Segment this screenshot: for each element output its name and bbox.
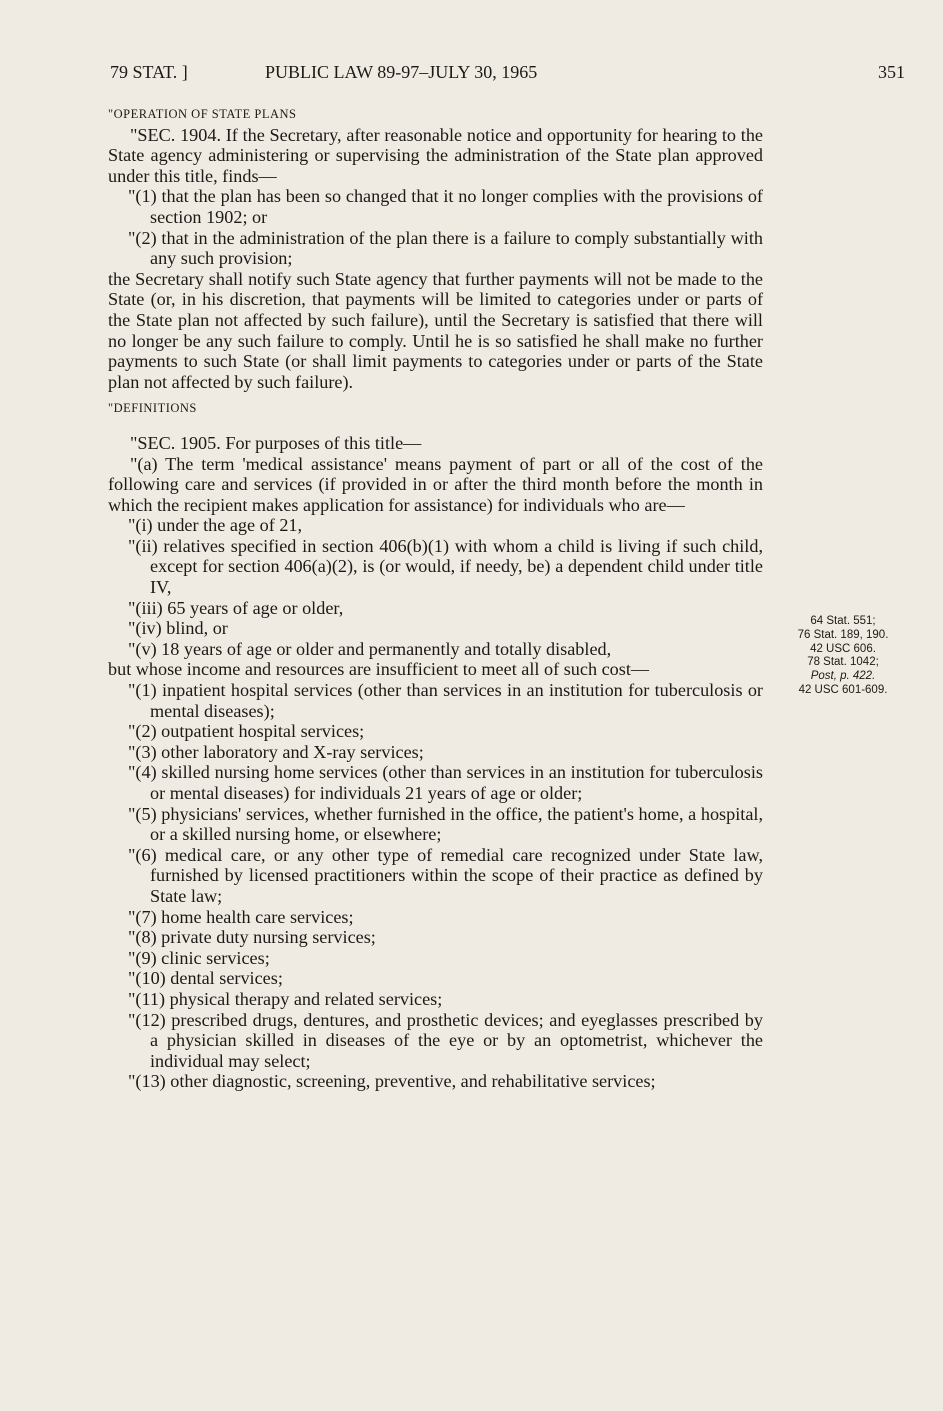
service-3: "(3) other laboratory and X-ray services; [128, 741, 424, 762]
clause-iv: "(iv) blind, or [128, 618, 228, 639]
clause-ii: "(ii) relatives specified in section 406(b)(1) with whom a child is living if such child, except for section 406(a)(2), is (or would, if needy, be) a dependent child under title IV, [128, 535, 763, 598]
header-statute-volume: 79 STAT. ] [110, 62, 188, 82]
service-8: "(8) private duty nursing services; [128, 927, 376, 948]
section-1905-a: "(a) The term 'medical assistance' means payment of part or all of the cost of the following care and services (if provided in or after the third month before the month in which the recipient makes application for assistance) for individuals who are— [108, 453, 763, 515]
service-7: "(7) home health care services; [128, 906, 354, 927]
header-title: PUBLIC LAW 89-97–JULY 30, 1965 [265, 62, 538, 82]
section-heading-operation: "OPERATION OF STATE PLANS [108, 107, 297, 121]
service-4: "(4) skilled nursing home services (other than services in an institution for tuberculosis or mental diseases) for individuals 21 years of age or older; [128, 762, 763, 803]
citation-line: 42 USC 601-609. [798, 683, 888, 696]
marginal-citation-note [768, 615, 918, 698]
clause-v: "(v) 18 years of age or older and permanently and totally disabled, [128, 638, 612, 659]
clause-iii: "(iii) 65 years of age or older, [128, 597, 344, 618]
clause-i: "(i) under the age of 21, [128, 515, 303, 536]
service-9: "(9) clinic services; [128, 947, 270, 968]
section-1904-intro: "SEC. 1904. If the Secretary, after reasonable notice and opportunity for hearing to the State agency administering or supervising the administration of the State plan approved under this title, finds— [108, 124, 763, 186]
service-11: "(11) physical therapy and related services; [128, 988, 443, 1009]
citation-line: 64 Stat. 551; [810, 615, 876, 627]
service-12: "(12) prescribed drugs, dentures, and prosthetic devices; and eyeglasses prescribed by a physician skilled in diseases of the eye or by an optometrist, whichever the individual may select; [128, 1009, 763, 1071]
citation-line: 78 Stat. 1042; [807, 656, 879, 669]
clause-but: but whose income and resources are insufficient to meet all of such cost— [108, 659, 650, 680]
service-1: "(1) inpatient hospital services (other than services in an institution for tuberculosis or mental diseases); [128, 680, 763, 721]
service-2: "(2) outpatient hospital services; [128, 721, 365, 742]
citation-line: Post, p. 422. [810, 670, 876, 683]
service-5: "(5) physicians' services, whether furnished in the office, the patient's home, a hospital, or a skilled nursing home, or elsewhere; [128, 803, 763, 845]
citation-line: 42 USC 606. [810, 642, 876, 655]
service-6: "(6) medical care, or any other type of remedial care recognized under State law, furnished by licensed practitioners within the scope of their practice as defined by State law; [128, 844, 763, 906]
section-1905-intro: "SEC. 1905. For purposes of this title— [130, 432, 422, 453]
section-heading-definitions: "DEFINITIONS [108, 401, 197, 416]
section-1904-closing: the Secretary shall notify such State agency that further payments will not be made to the State (or, in his discretion, that payments will be limited to categories under or parts of the State plan not affected by such failure), until the Secretary is satisfied that there will no longer be any such failure to comply. Until he is so satisfied he shall make no further payments to such State (or shall limit payments to categories under or parts of the State plan not affected by such failure). [108, 268, 763, 392]
page-number: 351 [878, 62, 905, 82]
page-header [110, 62, 905, 86]
body-text [108, 104, 763, 1092]
section-1904-item-2: "(2) that in the administration of the plan there is a failure to comply substantially with any such provision; [128, 227, 763, 269]
section-1904-item-1: "(1) that the plan has been so changed that it no longer complies with the provisions of section 1902; or [128, 186, 763, 227]
service-13: "(13) other diagnostic, screening, preventive, and rehabilitative services; [128, 1071, 656, 1092]
citation-line: 76 Stat. 189, 190. [797, 628, 889, 641]
service-10: "(10) dental services; [128, 968, 283, 989]
